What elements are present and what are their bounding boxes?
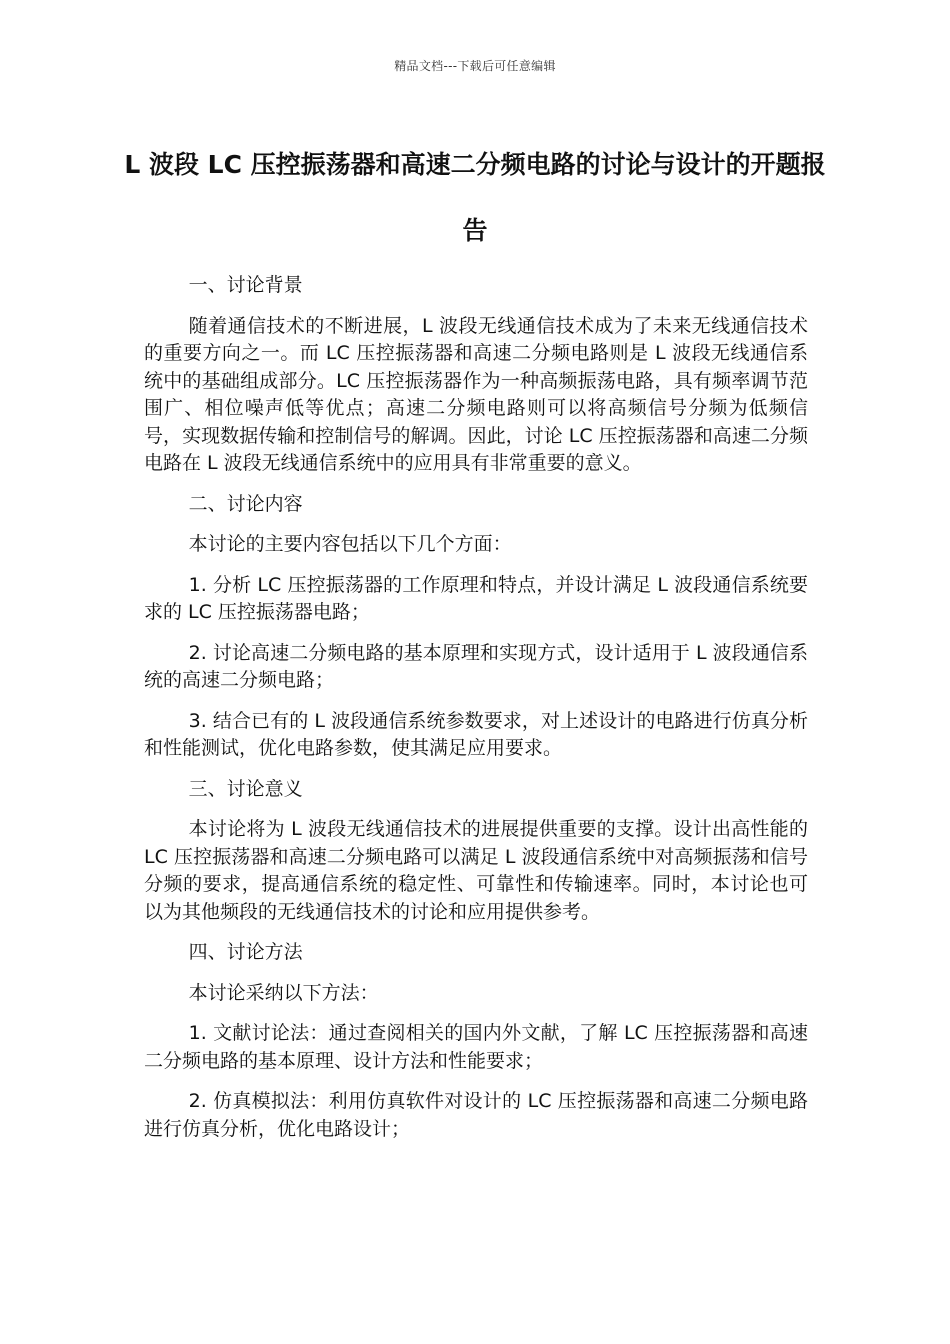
document-body [144,272,808,1156]
section-heading: 三、讨论意义 [188,777,303,800]
paragraph: 本讨论将为 L 波段无线通信技术的进展提供重要的支撑。设计出高性能的 LC 压控振荡器和高速二分频电路可以满足 L 波段通信系统中对高频振荡和信号分频的要求，提高通信系统的稳定性、可靠性和传输速率。同时，本讨论也可以为其他频段的无线通信技术的讨论和应用提供参考。 [144,818,808,923]
page-header: 精品文档---下载后可任意编辑 [394,59,556,73]
section-heading: 一、讨论背景 [188,274,303,296]
section-heading: 四、讨论方法 [188,941,303,963]
list-item: 1. 分析 LC 压控振荡器的工作原理和特点，并设计满足 L 波段通信系统要求的 LC 压控振荡器电路； [144,573,808,623]
paragraph: 随着通信技术的不断进展，L 波段无线通信技术成为了未来无线通信技术的重要方向之一。而 LC 压控振荡器和高速二分频电路则是 L 波段无线通信系统中的基础组成部分。LC 压控振荡器作为一种高频振荡电路，具有频率调节范围广、相位噪声低等优点；高速二分频电路则可以将高频信号分频为低频信号，实现数据传输和控制信号的解调。因此，讨论 LC 压控振荡器和高速二分频电路在 L 波段无线通信系统中的应用具有非常重要的意义。 [144,314,808,474]
paragraph: 本讨论的主要内容包括以下几个方面： [188,533,512,555]
document-title: L 波段 LC 压控振荡器和高速二分频电路的讨论与设计的开题报告 [124,150,826,245]
list-item: 2. 仿真模拟法：利用仿真软件对设计的 LC 压控振荡器和高速二分频电路进行仿真分析，优化电路设计； [144,1090,808,1140]
list-item: 1. 文献讨论法：通过查阅相关的国内外文献，了解 LC 压控振荡器和高速二分频电路的基本原理、设计方法和性能要求； [144,1022,808,1072]
list-item: 2. 讨论高速二分频电路的基本原理和实现方式，设计适用于 L 波段通信系统的高速二分频电路； [144,641,808,691]
list-item: 3. 结合已有的 L 波段通信系统参数要求，对上述设计的电路进行仿真分析和性能测试，优化电路参数，使其满足应用要求。 [144,709,808,759]
section-heading: 二、讨论内容 [188,492,303,515]
paragraph: 本讨论采纳以下方法： [188,981,379,1004]
